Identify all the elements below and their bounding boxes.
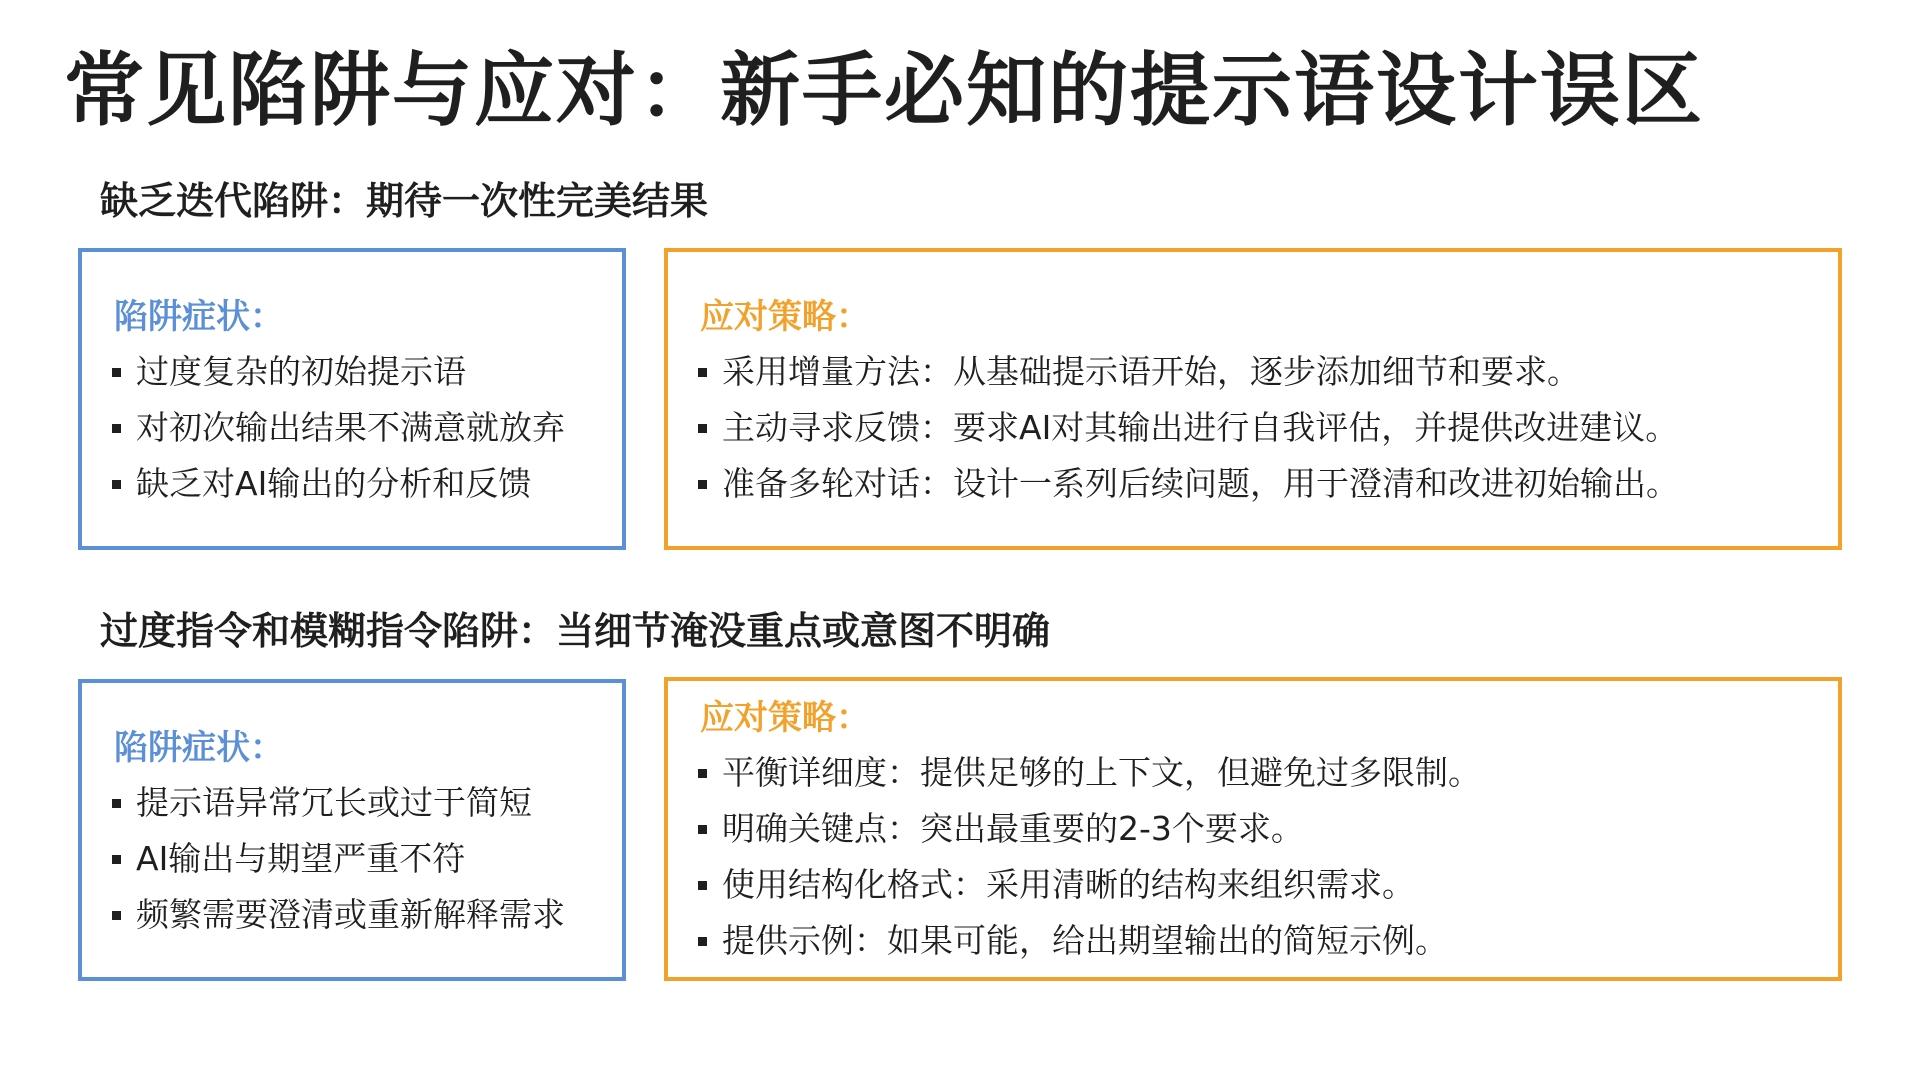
- square-bullet-icon: [698, 769, 707, 778]
- list-item-text: 采用增量方法：从基础提示语开始，逐步添加细节和要求。: [722, 352, 1580, 391]
- square-bullet-icon: [112, 424, 121, 433]
- square-bullet-icon: [112, 855, 121, 864]
- list-item-text: 缺乏对AI输出的分析和反馈: [136, 464, 532, 503]
- symptoms-box-instructions: [78, 679, 626, 981]
- strategies-box-instructions: [664, 677, 1842, 981]
- square-bullet-icon: [698, 825, 707, 834]
- square-bullet-icon: [112, 368, 121, 377]
- list-item: [112, 344, 565, 400]
- section-title-instructions: 过度指令和模糊指令陷阱：当细节淹没重点或意图不明确: [100, 609, 1051, 653]
- square-bullet-icon: [112, 480, 121, 489]
- square-bullet-icon: [698, 480, 707, 489]
- strategies-heading: 应对策略：: [700, 698, 870, 738]
- list-item-text: 主动寻求反馈：要求AI对其输出进行自我评估，并提供改进建议。: [722, 408, 1679, 447]
- list-item: [112, 400, 565, 456]
- strategies-list: [698, 344, 1679, 512]
- list-item-text: 准备多轮对话：设计一系列后续问题，用于澄清和改进初始输出。: [722, 464, 1679, 503]
- list-item-text: AI输出与期望严重不符: [136, 839, 466, 878]
- list-item: [698, 857, 1481, 913]
- list-item-text: 频繁需要澄清或重新解释需求: [136, 895, 565, 934]
- list-item: [698, 801, 1481, 857]
- list-item: [698, 913, 1481, 969]
- list-item: [112, 887, 565, 943]
- list-item: [112, 456, 565, 512]
- strategies-heading: 应对策略：: [700, 297, 870, 337]
- list-item: [698, 745, 1481, 801]
- square-bullet-icon: [112, 799, 121, 808]
- strategies-box-iteration: [664, 248, 1842, 550]
- square-bullet-icon: [112, 911, 121, 920]
- symptoms-heading: 陷阱症状：: [114, 728, 284, 768]
- list-item-text: 提示语异常冗长或过于简短: [136, 783, 532, 822]
- list-item: [698, 344, 1679, 400]
- symptoms-heading: 陷阱症状：: [114, 297, 284, 337]
- list-item: [112, 831, 565, 887]
- square-bullet-icon: [698, 424, 707, 433]
- list-item-text: 过度复杂的初始提示语: [136, 352, 466, 391]
- list-item: [698, 456, 1679, 512]
- section-title-iteration: 缺乏迭代陷阱：期待一次性完美结果: [100, 179, 709, 223]
- symptoms-list: [112, 775, 565, 943]
- list-item-text: 对初次输出结果不满意就放弃: [136, 408, 565, 447]
- strategies-list: [698, 745, 1481, 969]
- symptoms-list: [112, 344, 565, 512]
- list-item-text: 使用结构化格式：采用清晰的结构来组织需求。: [722, 865, 1415, 904]
- page-title: 常见陷阱与应对：新手必知的提示语设计误区: [64, 44, 1704, 137]
- list-item: [698, 400, 1679, 456]
- square-bullet-icon: [698, 368, 707, 377]
- list-item-text: 提供示例：如果可能，给出期望输出的简短示例。: [722, 921, 1448, 960]
- square-bullet-icon: [698, 937, 707, 946]
- list-item-text: 明确关键点：突出最重要的2-3个要求。: [722, 809, 1304, 848]
- symptoms-box-iteration: [78, 248, 626, 550]
- list-item-text: 平衡详细度：提供足够的上下文，但避免过多限制。: [722, 753, 1481, 792]
- list-item: [112, 775, 565, 831]
- square-bullet-icon: [698, 881, 707, 890]
